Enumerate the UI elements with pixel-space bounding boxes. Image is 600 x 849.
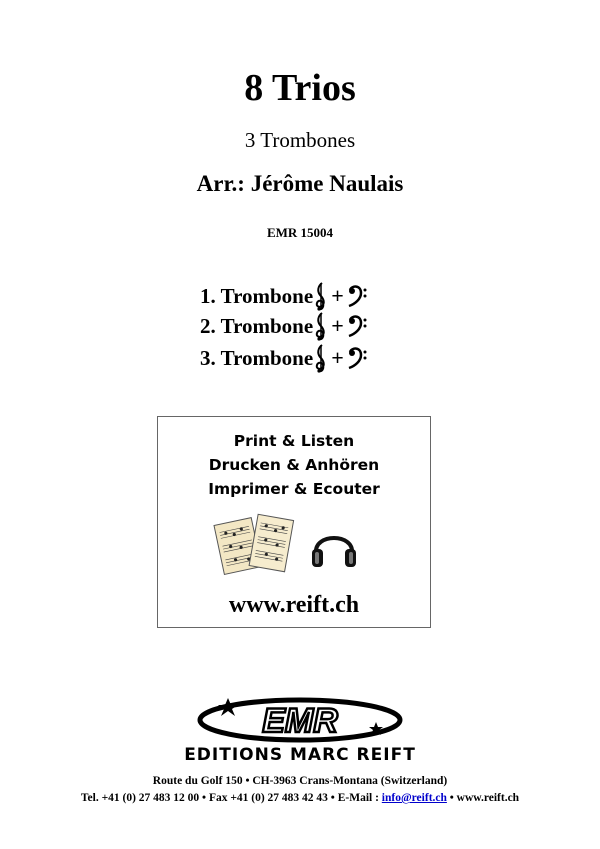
print-listen-box [157,416,431,628]
promo-line-french: Imprimer & Ecouter [208,480,380,498]
part-line [200,343,368,373]
promo-line-german: Drucken & Anhören [208,456,380,474]
part-label: 2. Trombone [200,313,314,338]
part-label: 1. Trombone [200,283,314,308]
part-label: 3. Trombone [200,345,314,370]
page-title: 8 Trios [244,67,356,109]
plus-sign: + [331,313,344,338]
plus-sign: + [331,345,344,370]
website-link[interactable]: www.reift.ch [228,592,360,618]
bass-clef-icon [346,314,368,338]
part-line [200,311,368,341]
treble-clef-icon [313,343,329,373]
publisher-address: Route du Golf 150 • CH-3963 Crans-Montana (Switzerland) [152,775,448,787]
headphones-icon [308,521,360,573]
email-link[interactable]: info@reift.ch [381,792,447,804]
contact-website[interactable]: • www.reift.ch [446,792,520,804]
promo-line-english: Print & Listen [233,432,355,450]
publisher-name: EDITIONS MARC REIFT [184,745,416,765]
part-line [200,281,368,311]
treble-clef-icon [313,281,329,311]
treble-clef-icon [313,311,329,341]
plus-sign: + [331,283,344,308]
catalog-number: EMR 15004 [266,225,334,240]
arranger-credit: Arr.: Jérôme Naulais [196,171,404,196]
instrumentation-subtitle: 3 Trombones [244,128,356,152]
emr-logo [188,692,412,746]
bass-clef-icon [346,346,368,370]
publisher-contact [0,791,600,805]
sheet-music-icon [213,509,295,581]
contact-phone-fax: Tel. +41 (0) 27 483 12 00 • Fax +41 (0) 27 483 42 43 • E-Mail : [80,792,382,804]
svg-text:EMR: EMR [262,702,338,740]
bass-clef-icon [346,284,368,308]
